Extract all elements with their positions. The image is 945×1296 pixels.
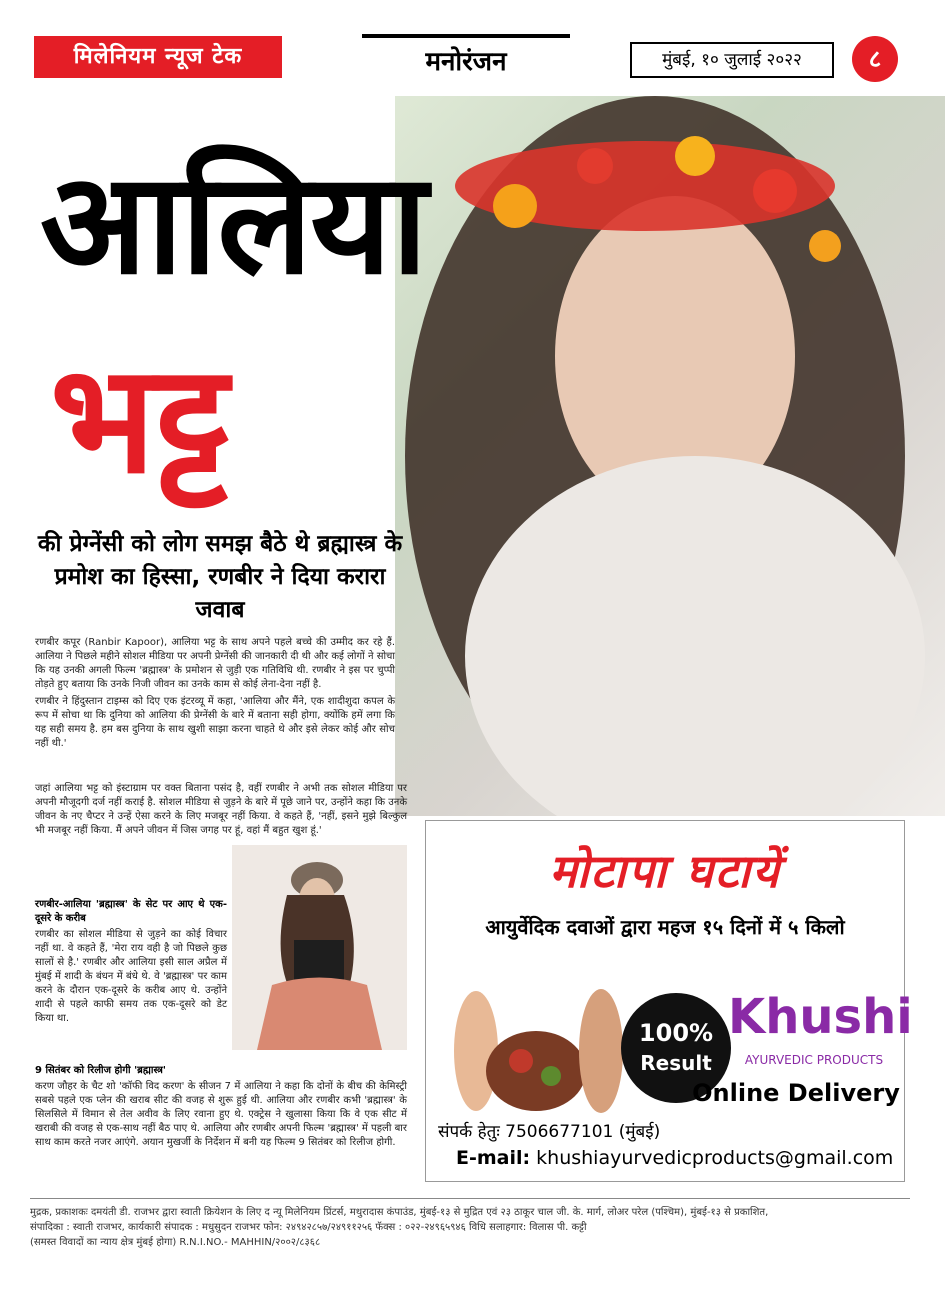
badge-percent: 100% [638,1019,714,1047]
ad-email-label: E-mail: [456,1147,531,1169]
footer-line: (समस्त विवादों का न्याय क्षेत्र मुंबई होगा) R.N.I.NO.- MAHHIN/२००२/८३६८ [30,1237,321,1248]
ad-contact: संपर्क हेतुः 7506677101 (मुंबई) [438,1122,661,1142]
advertisement [425,820,913,1182]
article-paragraph: करण जौहर के चैट शो 'कॉफी विद करण' के सीजन 7 में आलिया ने कहा कि दोनों के बीच की केमिस्ट्री सबसे पहले एक प्लेन की खराब सीट की वजह से शुरू हुई थी. आलिया और रणबीर कभी 'ब्रह्मास्त्र' के सिलसिले में विमान से तेल अवीव के लिए रवाना हुए थे. एक्ट्रेस ने खुलासा किया कि वे एक सीट में खराबी की वजह से एक-साथ नहीं बैठ पाए थे. आलिया और रणबीर अपनी फिल्म 'ब्रह्मास्त्र' में पहली बार साथ काम करते नजर आएंगे. अयान मुखर्जी के निर्देशन में बनी यह फिल्म 9 सितंबर को रिलीज होगी. [35,1081,407,1148]
ad-brand-tagline: AYURVEDIC PRODUCTS [744,1053,884,1067]
ad-brand-logo: Khushi [728,989,913,1045]
inset-photo [232,845,407,1050]
badge-label: Result [640,1051,712,1075]
headline-name-first: आलिया [40,143,426,306]
dateline: मुंबई, १० जुलाई २०२२ [630,42,834,78]
imprint-footer [30,1198,910,1250]
headline-name-last: भट्ट [50,333,229,507]
article-subheading: रणबीर-आलिया 'ब्रह्मास्त्र' के सेट पर आए थे एक-दूसरे के करीब [35,899,227,924]
article-paragraph: रणबीर का सोशल मीडिया से जुड़ने का कोई विचार नहीं था. वे कहते हैं, 'मेरा राय वही है जो पिछले कुछ सालों से है.' रणबीर और आलिया इसी साल अप्रैल में मुंबई में शादी के बंधन में बंधे थे. वे 'ब्रह्मास्त्र' पर काम करने के दौरान एक-दूसरे के करीब आए थे. उन्होंने शादी से पहले काफी समय तक एक-दूसरे को डेट किया था. [35,929,227,1024]
ad-delivery: Online Delivery [692,1079,900,1107]
ad-title: मोटापा घटायें [549,844,781,898]
page-number: ८ [852,36,898,82]
article-paragraph: रणबीर ने हिंदुस्तान टाइम्स को दिए एक इंटरव्यू में कहा, 'आलिया और मैंने, एक शादीशुदा कपल के रूप में सोचा था कि दुनिया को आलिया की प्रेग्नेंसी के बारे में बताना सही होगा, क्योंकि हमें लगा कि यह सही समय है. हम बस दुनिया के साथ खुशी साझा करना चाहते थे और इसे लेकर कोई और सोच नहीं थी.' [35,696,395,749]
brand-name: मिलेनियम न्यूज टेक [34,36,282,78]
ad-email-address[interactable]: khushiayurvedicproducts@gmail.com [536,1147,894,1169]
footer-line: संपादिका : स्वाती राजभर, कार्यकारी संपादक : मधुसुदन राजभर फोन: २४९४२८५७/२४९११२५६ फॅक्स : ०२२-२४९६५९४६ विधि सलाहगार: विलास पी. कट्टी [30,1222,587,1233]
article-body-top [35,636,395,754]
ad-subtitle: आयुर्वेदिक दवाओं द्वारा महज १५ दिनों में ५ किलो [485,915,845,939]
ad-product-illustration [436,981,626,1121]
article-body-narrow [35,898,227,1028]
ad-email [456,1147,896,1169]
subheadline: की प्रेग्नेंसी को लोग समझ बैठे थे ब्रह्मास्त्र के प्रमोश का हिस्सा, रणबीर ने दिया करारा जवाब [37,531,403,623]
footer-line: मुद्रक, प्रकाशकः दमयंती डी. राजभर द्वारा स्वाती क्रियेशन के लिए द न्यू मिलेनियम प्रिंटर्स, मथुरादास कंपाउंड, मुंबई-१३ से मुद्रित एवं २३ ठाकूर चाल जी. के. मार्ग, लोअर परेल (पश्चिम), मुंबई-१३ से प्रकाशित, [30,1207,769,1218]
section-title: मनोरंजन [362,34,570,86]
masthead [0,0,945,96]
article-subheading: 9 सितंबर को रिलीज होगी 'ब्रह्मास्त्र' [35,1065,166,1076]
article-paragraph: रणबीर कपूर (Ranbir Kapoor), आलिया भट्ट के साथ अपने पहले बच्चे की उम्मीद कर रहे हैं. आलिया ने पिछले महीने सोशल मीडिया पर अपनी प्रेग्नेंसी की जानकारी दी थी और कई लोगों ने सोचा कि यह उनकी अगली फिल्म 'ब्रह्मास्त्र' के प्रमोशन से जुड़ी एक गतिविधि थी. रणबीर ने इस पर चुप्पी तोड़ते हुए बताया कि उनके निजी जीवन का उनके काम से कोई लेना-देना नहीं है. [35,637,395,690]
article-body-bottom [35,1064,407,1152]
article-body-mid [35,782,407,840]
article-paragraph: जहां आलिया भट्ट को इंस्टाग्राम पर वक्त बिताना पसंद है, वहीं रणबीर ने अभी तक सोशल मीडिया पर अपनी मौजूदगी दर्ज नहीं कराई है. सोशल मीडिया से जुड़ने के बारे में पूछे जाने पर, उन्होंने कहा कि उनके जीवन के नए चैप्टर ने उन्हें ऐसा करने के लिए मजबूर नहीं किया. वे कहते हैं, 'नहीं, इसने मुझे बिल्कुल भी मजबूर नहीं किया. मैं अपने जीवन में जिस जगह पर हूं, वहां मैं बहुत खुश हूं.' [35,783,407,836]
